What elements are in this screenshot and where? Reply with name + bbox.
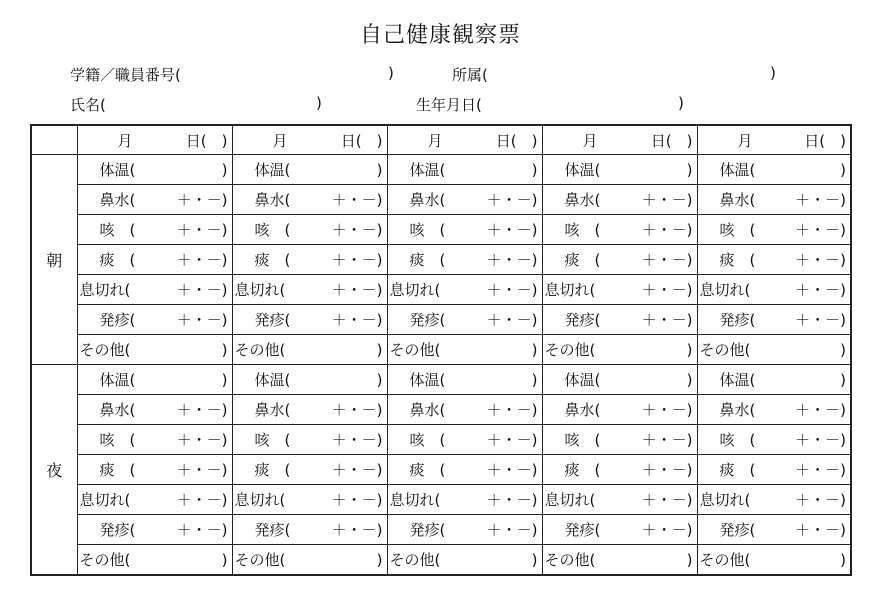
- symptom-value: ＋・－): [641, 311, 693, 329]
- observation-cell[interactable]: [387, 215, 542, 245]
- symptom-label: 咳 (: [409, 431, 446, 449]
- symptom-value: ): [221, 370, 228, 389]
- symptom-value: ＋・－): [641, 461, 693, 479]
- symptom-value: ＋・－): [641, 191, 693, 209]
- symptom-value: ＋・－): [331, 281, 383, 299]
- symptom-value: ＋・－): [176, 221, 228, 239]
- symptom-value: ＋・－): [486, 491, 538, 509]
- observation-cell[interactable]: [77, 425, 232, 455]
- symptom-value: ＋・－): [486, 191, 538, 209]
- symptom-value: ＋・－): [641, 521, 693, 539]
- symptom-label: その他(: [79, 341, 131, 359]
- affiliation-label: 所属(: [452, 66, 488, 84]
- observation-cell[interactable]: [232, 545, 387, 576]
- symptom-value: ): [686, 550, 693, 569]
- observation-cell[interactable]: [697, 425, 851, 455]
- symptom-value: ＋・－): [641, 401, 693, 419]
- corner-cell: [31, 125, 77, 155]
- observation-cell[interactable]: [697, 155, 851, 185]
- symptom-label: 体温(: [719, 371, 756, 389]
- observation-cell[interactable]: [387, 515, 542, 545]
- symptom-value: ): [221, 340, 228, 359]
- symptom-label: その他(: [79, 551, 131, 569]
- period-label: 朝: [31, 155, 77, 365]
- observation-cell[interactable]: [77, 455, 232, 485]
- day-label: 日( ): [804, 131, 846, 150]
- symptom-label: 発疹(: [409, 311, 446, 329]
- day-label: 日( ): [495, 131, 538, 150]
- observation-cell[interactable]: [77, 485, 232, 515]
- symptom-value: ): [376, 340, 383, 359]
- symptom-label: 体温(: [719, 161, 756, 179]
- observation-cell[interactable]: [697, 365, 851, 395]
- observation-cell[interactable]: [77, 155, 232, 185]
- symptom-label: 咳 (: [564, 221, 601, 239]
- symptom-label: 鼻水(: [564, 191, 601, 209]
- symptom-label: その他(: [544, 551, 596, 569]
- name-close: ): [316, 94, 322, 112]
- symptom-value: ＋・－): [331, 191, 383, 209]
- observation-cell[interactable]: [387, 335, 542, 365]
- observation-cell[interactable]: [77, 245, 232, 275]
- table-row: [31, 515, 851, 545]
- symptom-label: 咳 (: [254, 221, 291, 239]
- observation-cell[interactable]: [77, 515, 232, 545]
- date-header-cell[interactable]: [542, 125, 697, 155]
- table-row: [31, 155, 851, 185]
- date-header-cell[interactable]: [697, 125, 851, 155]
- symptom-value: ＋・－): [795, 251, 846, 269]
- observation-cell[interactable]: [387, 365, 542, 395]
- observation-cell[interactable]: [697, 335, 851, 365]
- observation-cell[interactable]: [232, 515, 387, 545]
- symptom-label: 体温(: [254, 161, 291, 179]
- symptom-label: 息切れ(: [79, 491, 131, 509]
- observation-table: [30, 124, 852, 576]
- symptom-value: ＋・－): [795, 221, 846, 239]
- observation-cell[interactable]: [542, 155, 697, 185]
- symptom-value: ＋・－): [641, 491, 693, 509]
- table-row: [31, 305, 851, 335]
- form-title: 自己健康観察票: [359, 23, 521, 48]
- symptom-value: ＋・－): [795, 521, 846, 539]
- period-label: 夜: [31, 365, 77, 576]
- symptom-value: ＋・－): [331, 521, 383, 539]
- symptom-label: 鼻水(: [409, 401, 446, 419]
- symptom-label: 痰 (: [564, 461, 601, 479]
- symptom-value: ): [686, 160, 693, 179]
- affiliation-close: ): [770, 64, 776, 82]
- observation-cell[interactable]: [232, 335, 387, 365]
- observation-cell[interactable]: [232, 455, 387, 485]
- observation-cell[interactable]: [697, 215, 851, 245]
- observation-cell[interactable]: [542, 245, 697, 275]
- table-row: [31, 275, 851, 305]
- symptom-value: ＋・－): [176, 521, 228, 539]
- symptom-label: 痰 (: [564, 251, 601, 269]
- symptom-value: ＋・－): [176, 191, 228, 209]
- symptom-value: ＋・－): [331, 401, 383, 419]
- observation-cell[interactable]: [232, 215, 387, 245]
- observation-cell[interactable]: [542, 455, 697, 485]
- symptom-value: ＋・－): [486, 251, 538, 269]
- observation-cell[interactable]: [77, 365, 232, 395]
- symptom-label: 発疹(: [254, 521, 291, 539]
- observation-cell[interactable]: [697, 515, 851, 545]
- symptom-value: ＋・－): [331, 491, 383, 509]
- month-label: 月: [737, 131, 753, 150]
- symptom-value: ＋・－): [486, 311, 538, 329]
- symptom-label: 鼻水(: [719, 401, 756, 419]
- symptom-label: 痰 (: [99, 461, 136, 479]
- symptom-value: ): [221, 550, 228, 569]
- observation-cell[interactable]: [232, 185, 387, 215]
- info-row-id: [70, 64, 830, 86]
- symptom-value: ＋・－): [641, 251, 693, 269]
- name-label: 氏名(: [70, 96, 106, 114]
- observation-cell[interactable]: [232, 245, 387, 275]
- month-label: 月: [427, 131, 443, 150]
- symptom-value: ＋・－): [486, 521, 538, 539]
- day-label: 日( ): [340, 131, 383, 150]
- observation-cell[interactable]: [387, 395, 542, 425]
- symptom-label: 咳 (: [254, 431, 291, 449]
- symptom-value: ＋・－): [331, 311, 383, 329]
- observation-cell[interactable]: [232, 485, 387, 515]
- symptom-value: ＋・－): [795, 191, 846, 209]
- symptom-value: ): [531, 340, 538, 359]
- table-row: [31, 215, 851, 245]
- dob-close: ): [678, 94, 684, 112]
- symptom-value: ): [376, 550, 383, 569]
- symptom-value: ＋・－): [176, 401, 228, 419]
- symptom-value: ＋・－): [176, 281, 228, 299]
- observation-cell[interactable]: [387, 305, 542, 335]
- symptom-label: 息切れ(: [699, 491, 751, 509]
- observation-cell[interactable]: [542, 305, 697, 335]
- observation-cell[interactable]: [542, 485, 697, 515]
- symptom-label: 息切れ(: [234, 281, 286, 299]
- day-label: 日( ): [650, 131, 693, 150]
- observation-cell[interactable]: [77, 305, 232, 335]
- symptom-label: 鼻水(: [564, 401, 601, 419]
- observation-cell[interactable]: [77, 275, 232, 305]
- observation-cell[interactable]: [542, 335, 697, 365]
- observation-cell[interactable]: [387, 185, 542, 215]
- date-header-cell[interactable]: [77, 125, 232, 155]
- symptom-label: 息切れ(: [79, 281, 131, 299]
- symptom-label: その他(: [234, 551, 286, 569]
- symptom-label: 発疹(: [409, 521, 446, 539]
- table-row: [31, 545, 851, 576]
- symptom-label: 鼻水(: [99, 191, 136, 209]
- symptom-value: ＋・－): [176, 491, 228, 509]
- observation-cell[interactable]: [697, 245, 851, 275]
- symptom-label: 発疹(: [719, 521, 756, 539]
- symptom-value: ＋・－): [176, 431, 228, 449]
- symptom-value: ＋・－): [486, 461, 538, 479]
- observation-cell[interactable]: [387, 245, 542, 275]
- observation-cell[interactable]: [542, 365, 697, 395]
- symptom-label: 発疹(: [99, 311, 136, 329]
- symptom-label: 鼻水(: [99, 401, 136, 419]
- observation-cell[interactable]: [542, 185, 697, 215]
- symptom-label: その他(: [699, 341, 751, 359]
- symptom-value: ): [221, 160, 228, 179]
- symptom-value: ＋・－): [331, 431, 383, 449]
- table-row: [31, 245, 851, 275]
- observation-cell[interactable]: [232, 275, 387, 305]
- table-row: [31, 425, 851, 455]
- symptom-label: 息切れ(: [699, 281, 751, 299]
- symptom-value: ): [531, 550, 538, 569]
- observation-cell[interactable]: [387, 455, 542, 485]
- symptom-value: ＋・－): [795, 491, 846, 509]
- observation-cell[interactable]: [542, 275, 697, 305]
- symptom-label: 体温(: [99, 161, 136, 179]
- symptom-label: 咳 (: [564, 431, 601, 449]
- observation-cell[interactable]: [542, 515, 697, 545]
- date-header-cell[interactable]: [387, 125, 542, 155]
- symptom-value: ＋・－): [176, 251, 228, 269]
- observation-cell[interactable]: [232, 425, 387, 455]
- date-header-cell[interactable]: [232, 125, 387, 155]
- table-row: [31, 395, 851, 425]
- symptom-label: 息切れ(: [389, 491, 441, 509]
- symptom-label: 息切れ(: [544, 491, 596, 509]
- symptom-label: 鼻水(: [254, 191, 291, 209]
- dob-label: 生年月日(: [416, 96, 482, 114]
- symptom-value: ＋・－): [641, 281, 693, 299]
- symptom-label: 発疹(: [719, 311, 756, 329]
- symptom-value: ＋・－): [795, 311, 846, 329]
- symptom-label: 息切れ(: [389, 281, 441, 299]
- observation-cell[interactable]: [697, 395, 851, 425]
- symptom-label: 痰 (: [409, 461, 446, 479]
- observation-cell[interactable]: [697, 545, 851, 576]
- symptom-value: ＋・－): [795, 401, 846, 419]
- date-header-row: [31, 125, 851, 155]
- symptom-label: 咳 (: [719, 221, 756, 239]
- symptom-label: 痰 (: [719, 251, 756, 269]
- symptom-value: ＋・－): [331, 221, 383, 239]
- symptom-value: ): [840, 340, 846, 359]
- observation-cell[interactable]: [387, 155, 542, 185]
- observation-cell[interactable]: [387, 485, 542, 515]
- symptom-value: ＋・－): [486, 281, 538, 299]
- symptom-value: ＋・－): [176, 311, 228, 329]
- observation-cell[interactable]: [697, 305, 851, 335]
- observation-cell[interactable]: [697, 485, 851, 515]
- symptom-value: ): [840, 160, 846, 179]
- observation-cell[interactable]: [77, 545, 232, 576]
- observation-cell[interactable]: [697, 455, 851, 485]
- symptom-value: ＋・－): [641, 221, 693, 239]
- observation-cell[interactable]: [387, 425, 542, 455]
- symptom-label: 咳 (: [719, 431, 756, 449]
- month-label: 月: [117, 131, 133, 150]
- symptom-value: ): [686, 370, 693, 389]
- symptom-value: ): [531, 160, 538, 179]
- symptom-label: 鼻水(: [719, 191, 756, 209]
- observation-cell[interactable]: [232, 155, 387, 185]
- symptom-value: ＋・－): [795, 431, 846, 449]
- symptom-value: ＋・－): [331, 461, 383, 479]
- symptom-label: その他(: [544, 341, 596, 359]
- table-row: [31, 485, 851, 515]
- table-row: [31, 335, 851, 365]
- symptom-value: ): [376, 370, 383, 389]
- symptom-label: 体温(: [409, 161, 446, 179]
- symptom-value: ＋・－): [486, 401, 538, 419]
- symptom-label: 発疹(: [564, 521, 601, 539]
- observation-cell[interactable]: [232, 395, 387, 425]
- symptom-label: その他(: [699, 551, 751, 569]
- symptom-value: ＋・－): [795, 461, 846, 479]
- symptom-label: 咳 (: [409, 221, 446, 239]
- observation-cell[interactable]: [542, 545, 697, 576]
- observation-cell[interactable]: [542, 425, 697, 455]
- symptom-label: 体温(: [99, 371, 136, 389]
- observation-cell[interactable]: [232, 365, 387, 395]
- symptom-value: ＋・－): [641, 431, 693, 449]
- symptom-value: ＋・－): [331, 251, 383, 269]
- symptom-value: ＋・－): [486, 221, 538, 239]
- symptom-value: ): [840, 370, 846, 389]
- observation-cell[interactable]: [387, 275, 542, 305]
- observation-cell[interactable]: [77, 335, 232, 365]
- day-label: 日( ): [185, 131, 228, 150]
- symptom-label: その他(: [389, 551, 441, 569]
- symptom-label: 発疹(: [564, 311, 601, 329]
- symptom-label: 痰 (: [409, 251, 446, 269]
- symptom-label: 痰 (: [719, 461, 756, 479]
- symptom-label: 痰 (: [254, 251, 291, 269]
- observation-cell[interactable]: [697, 185, 851, 215]
- symptom-label: 鼻水(: [409, 191, 446, 209]
- symptom-value: ＋・－): [176, 461, 228, 479]
- observation-cell[interactable]: [697, 275, 851, 305]
- student-id-close: ): [388, 64, 394, 82]
- table-row: [31, 365, 851, 395]
- symptom-value: ): [840, 550, 846, 569]
- symptom-label: 咳 (: [99, 431, 136, 449]
- symptom-label: その他(: [234, 341, 286, 359]
- observation-cell[interactable]: [77, 395, 232, 425]
- symptom-value: ): [376, 160, 383, 179]
- observation-cell[interactable]: [387, 545, 542, 576]
- table-row: [31, 185, 851, 215]
- info-row-name: [70, 94, 830, 116]
- symptom-label: 体温(: [409, 371, 446, 389]
- symptom-value: ＋・－): [795, 281, 846, 299]
- observation-cell[interactable]: [77, 215, 232, 245]
- symptom-label: 息切れ(: [234, 491, 286, 509]
- symptom-label: 痰 (: [254, 461, 291, 479]
- symptom-label: 体温(: [254, 371, 291, 389]
- symptom-label: その他(: [389, 341, 441, 359]
- symptom-label: 発疹(: [254, 311, 291, 329]
- symptom-label: 痰 (: [99, 251, 136, 269]
- observation-cell[interactable]: [542, 395, 697, 425]
- table-row: [31, 455, 851, 485]
- symptom-value: ): [531, 370, 538, 389]
- symptom-label: 発疹(: [99, 521, 136, 539]
- symptom-value: ): [686, 340, 693, 359]
- symptom-label: 体温(: [564, 161, 601, 179]
- symptom-value: ＋・－): [486, 431, 538, 449]
- month-label: 月: [272, 131, 288, 150]
- student-id-label: 学籍／職員番号(: [70, 66, 181, 84]
- observation-cell[interactable]: [232, 305, 387, 335]
- symptom-label: 息切れ(: [544, 281, 596, 299]
- symptom-label: 鼻水(: [254, 401, 291, 419]
- symptom-label: 体温(: [564, 371, 601, 389]
- month-label: 月: [582, 131, 598, 150]
- observation-cell[interactable]: [542, 215, 697, 245]
- symptom-label: 咳 (: [99, 221, 136, 239]
- observation-cell[interactable]: [77, 185, 232, 215]
